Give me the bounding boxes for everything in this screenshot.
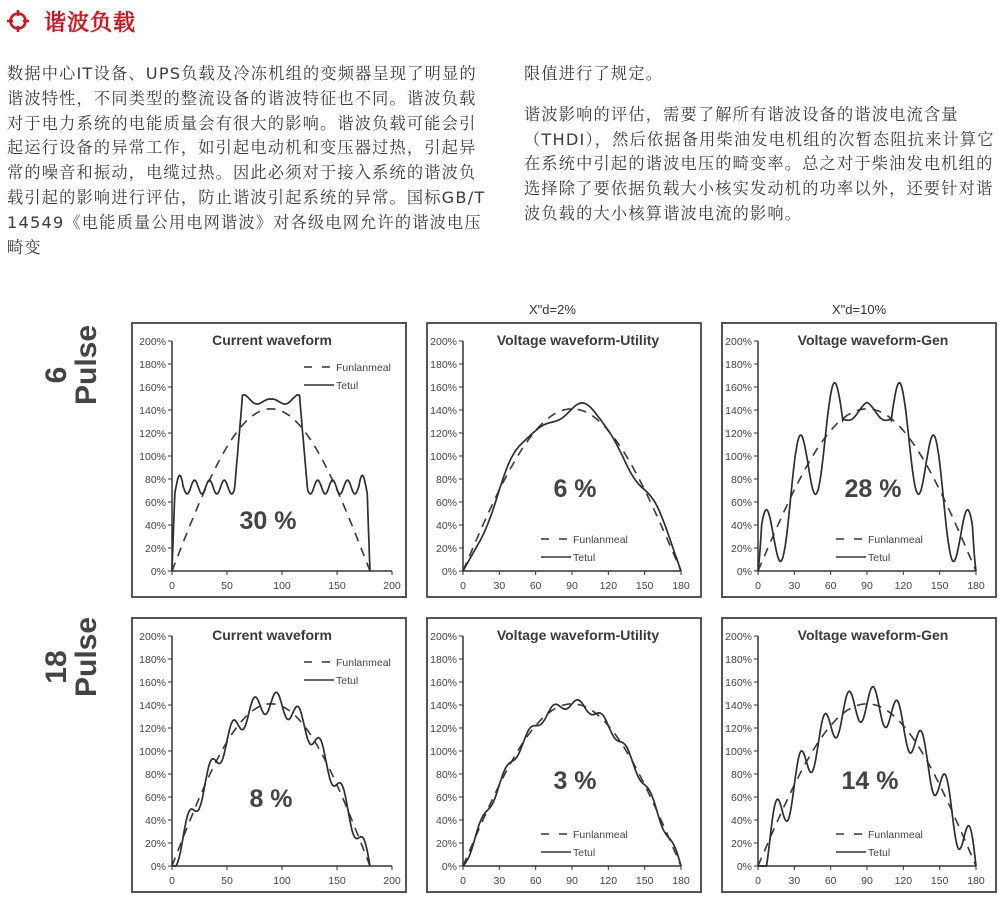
svg-text:0: 0 [755,875,761,887]
chart-current-18-pulse [131,617,407,893]
svg-text:0%: 0% [736,566,752,578]
svg-text:200: 200 [383,875,401,887]
svg-text:80%: 80% [144,769,166,781]
svg-text:180: 180 [672,875,690,887]
svg-text:60%: 60% [144,497,166,509]
paragraph: 谐波影响的评估，需要了解所有谐波设备的谐波电流含量（THDI），然后依据备用柴油发电机组的次暂态阻抗来计算它在系统中引起的谐波电压的畸变率。总之对于柴油发电机组的选择除了要依据负载大小核实发动机的功率以外，还要针对谐波负载的大小核算谐波电流的影响。 [524,104,995,223]
svg-text:Funlanmeal: Funlanmeal [868,534,923,546]
svg-text:0%: 0% [736,861,752,873]
svg-text:0: 0 [460,580,466,592]
svg-text:30: 30 [788,875,801,887]
svg-text:200%: 200% [139,631,166,643]
svg-text:0: 0 [755,580,761,592]
section-title: 谐波负载 [44,10,137,36]
svg-text:14 %: 14 % [841,767,899,795]
paragraph: 数据中心IT设备、UPS负载及冷冻机组的变频器呈现了明显的谐波特性，不同类型的整流设备的谐波特征也不同。谐波负载对于电力系统的电能质量会有很大的影响。谐波负载可能会引起运行设备的异常工作，如引起电动机和变压器过热，引起异常的噪音和振动，电缆过热。因此必须对于接入系统的谐波负载引起的影响进行评估，防止谐波引起系统的异常。国标GB/T 14549《电能质量公用电网谐波》对各级电网允许的谐波电压畸变 [7,64,486,257]
svg-text:Tetul: Tetul [573,552,596,564]
svg-text:180: 180 [672,580,690,592]
svg-text:140%: 140% [139,700,166,712]
svg-text:200%: 200% [139,336,166,348]
svg-text:100: 100 [273,875,291,887]
svg-text:Tetul: Tetul [336,380,359,392]
svg-text:180%: 180% [430,654,457,666]
svg-text:180%: 180% [139,654,166,666]
svg-text:Current waveform: Current waveform [212,332,332,348]
svg-text:150: 150 [635,875,654,887]
svg-text:200: 200 [383,580,401,592]
svg-text:90: 90 [861,875,873,887]
svg-text:90: 90 [861,580,873,592]
svg-text:150: 150 [930,875,949,887]
svg-text:120%: 120% [139,723,166,735]
svg-text:140%: 140% [430,405,457,417]
svg-text:60: 60 [529,580,542,592]
svg-text:0: 0 [169,580,175,592]
svg-text:120: 120 [599,875,618,887]
svg-text:160%: 160% [725,677,752,689]
svg-text:0%: 0% [150,861,166,873]
svg-text:40%: 40% [144,520,166,532]
svg-text:Tetul: Tetul [868,847,891,859]
svg-text:28 %: 28 % [844,475,902,503]
svg-text:100: 100 [273,580,291,592]
svg-text:160%: 160% [725,382,752,394]
svg-text:6 %: 6 % [553,475,597,503]
svg-text:Funlanmeal: Funlanmeal [573,534,628,546]
svg-text:150: 150 [328,875,346,887]
svg-text:30: 30 [788,580,801,592]
svg-text:200%: 200% [725,631,752,643]
paragraph: 限值进行了规定。 [524,64,664,83]
svg-text:0%: 0% [441,861,457,873]
svg-text:Voltage waveform-Utility: Voltage waveform-Utility [496,332,660,348]
svg-text:100%: 100% [725,451,752,463]
svg-text:80%: 80% [435,474,457,486]
svg-text:8 %: 8 % [249,785,293,813]
svg-text:20%: 20% [730,838,752,850]
svg-text:20%: 20% [144,543,166,555]
svg-text:140%: 140% [725,405,752,417]
svg-text:140%: 140% [139,405,166,417]
svg-text:60%: 60% [435,497,457,509]
svg-text:40%: 40% [435,520,457,532]
svg-text:120: 120 [599,580,618,592]
svg-text:30: 30 [493,580,506,592]
svg-text:20%: 20% [144,838,166,850]
svg-text:120: 120 [894,875,913,887]
svg-text:60: 60 [824,875,837,887]
chart-voltage-gen-18-pulse [721,617,997,893]
svg-text:200%: 200% [430,336,457,348]
svg-text:60%: 60% [435,792,457,804]
svg-text:160%: 160% [430,382,457,394]
svg-text:100%: 100% [430,451,457,463]
svg-text:80%: 80% [435,769,457,781]
svg-text:Voltage waveform-Gen: Voltage waveform-Gen [797,627,949,643]
svg-text:80%: 80% [144,474,166,486]
svg-text:40%: 40% [435,815,457,827]
svg-text:3 %: 3 % [553,767,597,795]
svg-text:180%: 180% [430,359,457,371]
svg-text:200%: 200% [725,336,752,348]
svg-text:30: 30 [493,875,506,887]
svg-text:Funlanmeal: Funlanmeal [573,829,628,841]
svg-text:Tetul: Tetul [573,847,596,859]
svg-text:150: 150 [635,580,654,592]
svg-text:0: 0 [169,875,175,887]
svg-text:100%: 100% [725,746,752,758]
svg-text:180%: 180% [139,359,166,371]
chart-voltage-utility-18-pulse [426,617,702,893]
row-label-18-pulse: 18 Pulse [40,616,103,697]
svg-text:160%: 160% [139,382,166,394]
svg-text:120%: 120% [430,723,457,735]
body-text-right [524,62,1000,227]
svg-text:60: 60 [529,875,542,887]
svg-text:180: 180 [967,875,985,887]
svg-text:40%: 40% [730,520,752,532]
svg-text:Funlanmeal: Funlanmeal [336,657,391,669]
svg-text:160%: 160% [139,677,166,689]
chart-voltage-gen-6-pulse [721,322,997,598]
svg-text:150: 150 [930,580,949,592]
svg-text:120%: 120% [725,428,752,440]
svg-text:140%: 140% [430,700,457,712]
chart-voltage-utility-6-pulse [426,322,702,598]
svg-text:90: 90 [566,580,578,592]
svg-text:50: 50 [221,875,233,887]
svg-text:150: 150 [328,580,346,592]
svg-text:20%: 20% [435,838,457,850]
body-text-left [7,62,489,260]
svg-text:20%: 20% [730,543,752,555]
svg-text:Voltage waveform-Gen: Voltage waveform-Gen [797,332,949,348]
svg-text:160%: 160% [430,677,457,689]
svg-text:120%: 120% [430,428,457,440]
svg-text:50: 50 [221,580,233,592]
section-heading [6,6,136,36]
svg-text:80%: 80% [730,474,752,486]
svg-text:0: 0 [460,875,466,887]
svg-text:Funlanmeal: Funlanmeal [336,362,391,374]
svg-text:Tetul: Tetul [336,675,359,687]
column-header-xd-10: X"d=10% [832,302,887,317]
svg-text:100%: 100% [139,451,166,463]
svg-text:180%: 180% [725,654,752,666]
column-header-xd-2: X"d=2% [529,302,576,317]
svg-text:180%: 180% [725,359,752,371]
svg-text:30 %: 30 % [239,507,297,535]
svg-text:200%: 200% [430,631,457,643]
svg-text:Voltage waveform-Utility: Voltage waveform-Utility [496,627,660,643]
svg-text:Current waveform: Current waveform [212,627,332,643]
crosshair-target-icon [6,9,30,33]
svg-text:40%: 40% [730,815,752,827]
svg-text:20%: 20% [435,543,457,555]
svg-text:60%: 60% [730,497,752,509]
svg-text:120%: 120% [139,428,166,440]
svg-text:90: 90 [566,875,578,887]
svg-text:0%: 0% [441,566,457,578]
svg-text:120%: 120% [725,723,752,735]
svg-text:Funlanmeal: Funlanmeal [868,829,923,841]
svg-text:60%: 60% [730,792,752,804]
svg-text:100%: 100% [430,746,457,758]
svg-text:80%: 80% [730,769,752,781]
svg-text:100%: 100% [139,746,166,758]
svg-text:120: 120 [894,580,913,592]
svg-text:60%: 60% [144,792,166,804]
svg-text:Tetul: Tetul [868,552,891,564]
svg-text:180: 180 [967,580,985,592]
row-label-6-pulse: 6 Pulse [40,324,103,405]
svg-text:0%: 0% [150,566,166,578]
svg-text:40%: 40% [144,815,166,827]
svg-text:140%: 140% [725,700,752,712]
svg-text:60: 60 [824,580,837,592]
chart-current-6-pulse [131,322,407,598]
